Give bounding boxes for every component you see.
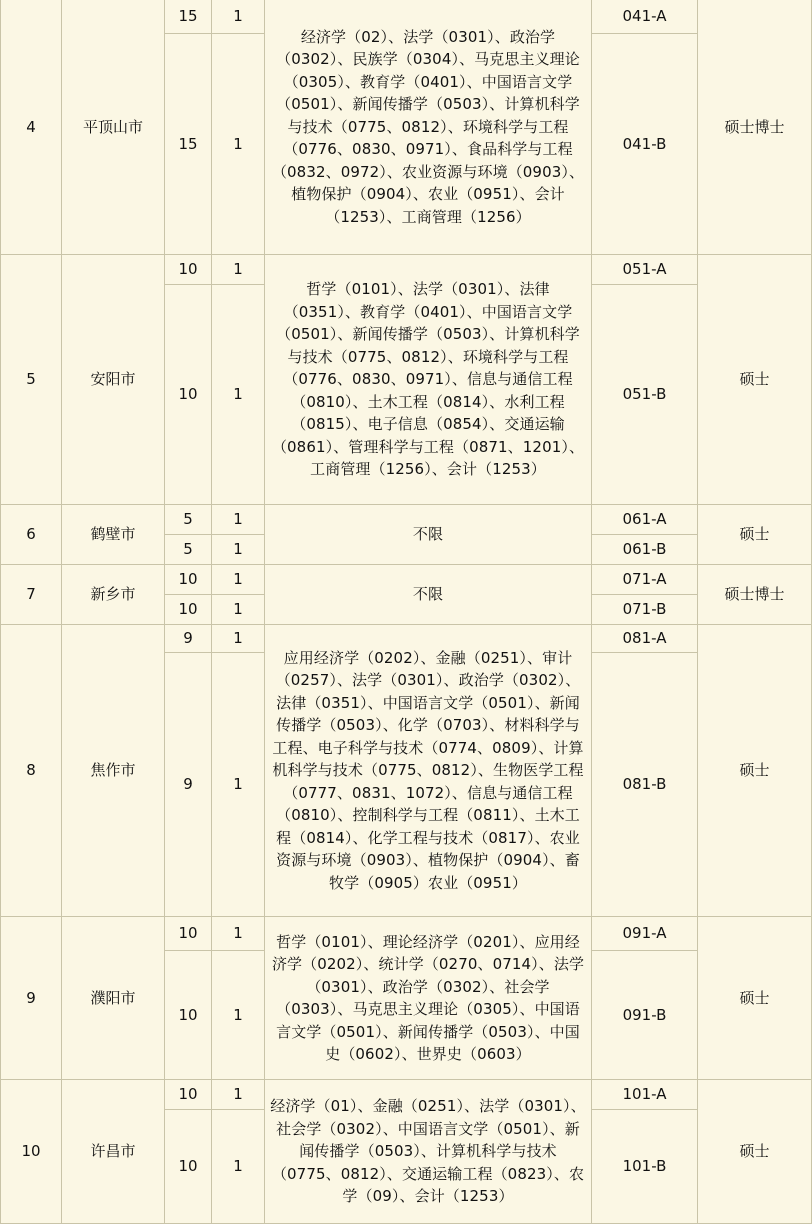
position-code-cell: 071-B xyxy=(592,595,698,625)
quota-cell: 1 xyxy=(212,565,265,595)
quota-cell: 1 xyxy=(212,951,265,1080)
position-count-cell: 10 xyxy=(165,565,212,595)
degree-cell: 硕士 xyxy=(698,505,812,565)
degree-cell: 硕士 xyxy=(698,1080,812,1224)
quota-cell: 1 xyxy=(212,653,265,917)
city-cell: 安阳市 xyxy=(62,255,165,505)
quota-cell: 1 xyxy=(212,1080,265,1110)
quota-cell: 1 xyxy=(212,0,265,34)
position-count-cell: 10 xyxy=(165,1080,212,1110)
quota-cell: 1 xyxy=(212,505,265,535)
position-code-cell: 051-B xyxy=(592,285,698,505)
position-count-cell: 15 xyxy=(165,34,212,255)
majors-cell: 哲学（0101）、法学（0301）、法律（0351）、教育学（0401）、中国语言文学（0501）、新闻传播学（0503）、计算机科学与技术（0775、0812）、环境科学与工程（0776、0830、0971）、信息与通信工程（0810）、土木工程（0814）、水利工程（0815）、电子信息（0854）、交通运输（0861）、管理科学与工程（0871、1201）、工商管理（1256）、会计（1253） xyxy=(265,255,592,505)
position-code-cell: 061-A xyxy=(592,505,698,535)
row-number-cell: 10 xyxy=(0,1080,62,1224)
city-cell: 濮阳市 xyxy=(62,917,165,1080)
majors-cell: 哲学（0101）、理论经济学（0201）、应用经济学（0202）、统计学（0270、0714）、法学（0301）、政治学（0302）、社会学（0303）、马克思主义理论（0305）、中国语言文学（0501）、新闻传播学（0503）、中国史（0602）、世界史（0603） xyxy=(265,917,592,1080)
quota-cell: 1 xyxy=(212,535,265,565)
position-code-cell: 041-A xyxy=(592,0,698,34)
degree-cell: 硕士 xyxy=(698,917,812,1080)
degree-cell: 硕士博士 xyxy=(698,0,812,255)
quota-cell: 1 xyxy=(212,595,265,625)
city-cell: 平顶山市 xyxy=(62,0,165,255)
majors-cell: 不限 xyxy=(265,505,592,565)
position-count-cell: 5 xyxy=(165,505,212,535)
position-count-cell: 9 xyxy=(165,653,212,917)
position-count-cell: 10 xyxy=(165,1110,212,1224)
row-number-cell: 6 xyxy=(0,505,62,565)
row-number-cell: 5 xyxy=(0,255,62,505)
quota-cell: 1 xyxy=(212,285,265,505)
quota-cell: 1 xyxy=(212,34,265,255)
majors-cell: 应用经济学（0202）、金融（0251）、审计（0257）、法学（0301）、政治学（0302）、法律（0351）、中国语言文学（0501）、新闻传播学（0503）、化学（0703）、材料科学与工程、电子科学与技术（0774、0809）、计算机科学与技术（0775、0812）、生物医学工程（0777、0831、1072）、信息与通信工程（0810）、控制科学与工程（0811）、土木工程（0814）、化学工程与技术（0817）、农业资源与环境（0903）、植物保护（0904）、畜牧学（0905）农业（0951） xyxy=(265,625,592,917)
position-count-cell: 10 xyxy=(165,595,212,625)
position-code-cell: 101-A xyxy=(592,1080,698,1110)
position-code-cell: 071-A xyxy=(592,565,698,595)
majors-cell: 不限 xyxy=(265,565,592,625)
city-cell: 新乡市 xyxy=(62,565,165,625)
position-code-cell: 101-B xyxy=(592,1110,698,1224)
row-number-cell: 4 xyxy=(0,0,62,255)
row-number-cell: 7 xyxy=(0,565,62,625)
position-count-cell: 10 xyxy=(165,951,212,1080)
position-code-cell: 051-A xyxy=(592,255,698,285)
degree-cell: 硕士 xyxy=(698,625,812,917)
row-number-cell: 8 xyxy=(0,625,62,917)
quota-cell: 1 xyxy=(212,917,265,951)
position-code-cell: 061-B xyxy=(592,535,698,565)
quota-cell: 1 xyxy=(212,1110,265,1224)
majors-cell: 经济学（01）、金融（0251）、法学（0301）、社会学（0302）、中国语言文学（0501）、新闻传播学（0503）、计算机科学与技术（0775、0812）、交通运输工程（0823）、农学（09）、会计（1253） xyxy=(265,1080,592,1224)
position-count-cell: 10 xyxy=(165,285,212,505)
row-number-cell: 9 xyxy=(0,917,62,1080)
position-code-cell: 091-A xyxy=(592,917,698,951)
degree-cell: 硕士 xyxy=(698,255,812,505)
position-count-cell: 15 xyxy=(165,0,212,34)
position-count-cell: 9 xyxy=(165,625,212,653)
city-cell: 许昌市 xyxy=(62,1080,165,1224)
degree-cell: 硕士博士 xyxy=(698,565,812,625)
position-count-cell: 5 xyxy=(165,535,212,565)
quota-cell: 1 xyxy=(212,625,265,653)
city-cell: 焦作市 xyxy=(62,625,165,917)
quota-cell: 1 xyxy=(212,255,265,285)
position-code-cell: 081-B xyxy=(592,653,698,917)
position-count-cell: 10 xyxy=(165,917,212,951)
city-cell: 鹤壁市 xyxy=(62,505,165,565)
position-code-cell: 091-B xyxy=(592,951,698,1080)
position-count-cell: 10 xyxy=(165,255,212,285)
position-code-cell: 041-B xyxy=(592,34,698,255)
position-code-cell: 081-A xyxy=(592,625,698,653)
majors-cell: 经济学（02）、法学（0301）、政治学（0302）、民族学（0304）、马克思主义理论（0305）、教育学（0401）、中国语言文学（0501）、新闻传播学（0503）、计算机科学与技术（0775、0812）、环境科学与工程（0776、0830、0971）、食品科学与工程（0832、0972）、农业资源与环境（0903）、植物保护（0904）、农业（0951）、会计（1253）、工商管理（1256） xyxy=(265,0,592,255)
